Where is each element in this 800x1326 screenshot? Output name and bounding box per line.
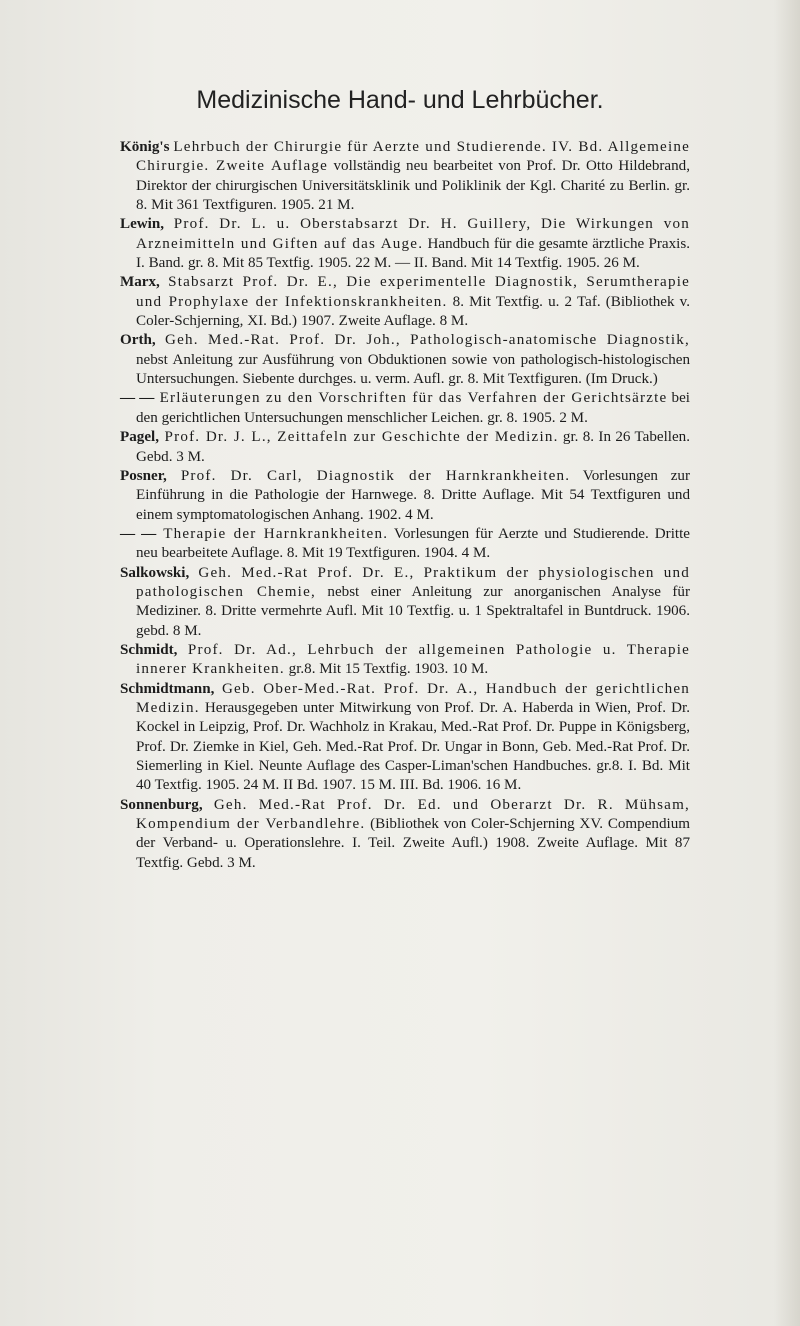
entry-work: Geh. Med.-Rat Prof. Dr. Ed. und Oberarzt Dr. R. Mühsam, Kompendium der Verbandlehre.	[136, 796, 690, 833]
entry-author: Orth,	[120, 332, 156, 349]
entry-price: 10 M.	[448, 661, 489, 678]
entry-details: gr. 8. In 26 Tabellen. Gebd.	[136, 429, 690, 465]
catalog-entry	[120, 641, 690, 680]
catalog-entry-list	[120, 138, 690, 873]
entry-work: Geh. Med.-Rat Prof. Dr. E., Praktikum der physiologischen und pathologischen Chemie,	[136, 564, 690, 600]
entry-author: Lewin,	[120, 216, 165, 233]
entry-price: 4 M.	[457, 545, 491, 562]
entry-author: Pagel,	[120, 429, 159, 446]
catalog-entry	[120, 389, 690, 428]
entry-author: Schmidtmann,	[120, 680, 215, 697]
entry-details: (Bibliothek von Coler-Schjerning XV. Compendium der Verband- u. Operationslehre. I. Teil. Zweite Aufl.) 1908. Zweite Auflage. Mit 87 Textfig. Gebd.	[136, 816, 690, 871]
entry-price: 21 M.	[314, 197, 355, 214]
entry-work: Prof. Dr. L. u. Oberstabsarzt Dr. H. Guillery, Die Wirkungen von Arzneimitteln und Giften auf das Auge.	[136, 216, 690, 252]
entry-price: 3 M.	[223, 854, 256, 871]
entry-work: Lehrbuch der Chirurgie für Aerzte und Studierende. IV. Bd. Allgemeine Chirurgie. Zweite Auflage	[136, 139, 690, 175]
catalog-entry	[120, 138, 690, 215]
catalog-entry	[120, 467, 690, 525]
entry-author: König's	[120, 139, 170, 155]
entry-author: Sonnenburg,	[120, 796, 203, 813]
entry-details: Vorlesungen zur Einführung in die Pathologie der Harnwege. 8. Dritte Auflage. Mit 54 Textfiguren und einem symptomatologischen Anhang. 1902.	[136, 467, 691, 523]
catalog-entry	[120, 331, 690, 389]
entry-details: nebst Anleitung zur Ausführung von Obduktionen sowie von pathologisch-histologischen Untersuchungen. Siebente durchges. u. verm. Aufl. gr. 8. Mit Textfiguren. (Im Druck.)	[136, 351, 690, 388]
entry-author: Posner,	[120, 467, 167, 484]
catalog-entry	[120, 215, 690, 273]
entry-price: 4 M.	[401, 506, 434, 523]
entry-price: 8 M.	[169, 622, 202, 639]
entry-work: Therapie der Harnkrankheiten.	[156, 525, 389, 542]
entry-price: 3 M.	[172, 448, 205, 465]
entry-author: Marx,	[120, 274, 160, 291]
entry-details: Handbuch für die gesamte ärztliche Praxis. I. Band. gr. 8. Mit 85 Textfig. 1905. 22 M. — II. Band. Mit 14 Textfig. 1905.	[136, 235, 690, 272]
catalog-entry	[120, 680, 690, 796]
catalog-entry	[120, 564, 690, 641]
entry-details: Herausgegeben unter Mitwirkung von Prof. Dr. A. Haberda in Wien, Prof. Dr. Kockel in Leipzig, Prof. Dr. Wachholz in Krakau, Med.-Rat Prof. Dr. Puppe in Königsberg, Prof. Dr. Ziemke in Kiel, Geh. Med.-Rat Prof. Dr. Ungar in Bonn, Geb. Med.-Rat Prof. Dr. Siemerling in Kiel. Neunte Auflage des Casper-Liman'schen Handbuches. gr.8. I. Bd. Mit 40 Textfig. 1905. 24 M. II Bd. 1907. 15 M. III. Bd. 1906.	[136, 699, 690, 794]
page-edge-shadow	[774, 0, 800, 1326]
entry-work: Geh. Med.-Rat. Prof. Dr. Joh., Pathologisch-anatomische Diagnostik,	[155, 332, 690, 349]
entry-details: vollständig neu bearbeitet von Prof. Dr. Otto Hildebrand, Direktor der chirurgischen Universitätsklinik und Poliklinik der Kgl. Charité zu Berlin. gr. 8. Mit 361 Textfiguren. 1905.	[136, 158, 690, 214]
entry-price: 2 M.	[555, 409, 588, 426]
entry-details: 8. Mit Textfig. u. 2 Taf. (Bibliothek v. Coler-Schjerning, XI. Bd.) 1907. Zweite Auflage.	[136, 293, 691, 330]
entry-details: nebst einer Anleitung zur anorganischen Analyse für Mediziner. 8. Dritte vermehrte Aufl. Mit 10 Textfig. u. 1 Spektraltafel in Buntdruck. 1906. gebd.	[136, 583, 691, 639]
entry-work: Prof. Dr. J. L., Zeittafeln zur Geschichte der Medizin.	[158, 429, 559, 446]
page-title: Medizinische Hand- und Lehrbücher.	[196, 86, 604, 114]
entry-details: bei den gerichtlichen Untersuchungen menschlicher Leichen. gr. 8. 1905.	[136, 390, 690, 426]
entry-work: Prof. Dr. Ad., Lehrbuch der allgemeinen Pathologie u. Therapie innerer Krankheiten.	[136, 641, 690, 678]
entry-details: gr.8. Mit 15 Textfig. 1903.	[284, 661, 449, 678]
entry-work: Prof. Dr. Carl, Diagnostik der Harnkrankheiten.	[166, 467, 571, 484]
catalog-entry	[120, 273, 690, 331]
entry-details: Vorlesungen für Aerzte und Studierende. Dritte neu bearbeitete Auflage. 8. Mit 19 Textfiguren. 1904.	[136, 525, 690, 562]
entry-work: Stabsarzt Prof. Dr. E., Die experimentelle Diagnostik, Serumtherapie und Prophylaxe der Infektionskrankheiten.	[136, 274, 690, 310]
entry-price: 26 M.	[599, 255, 640, 272]
catalog-entry	[120, 796, 690, 873]
catalog-entry	[120, 525, 690, 564]
entry-author: — —	[120, 525, 157, 542]
entry-author: Salkowski,	[120, 564, 190, 581]
entry-price: 16 M.	[481, 777, 522, 794]
entry-price: 8 M.	[435, 313, 469, 330]
catalog-entry	[120, 428, 690, 467]
entry-work: Erläuterungen zu den Vorschriften für das Verfahren der Gerichtsärzte	[154, 390, 668, 407]
entry-author: Schmidt,	[120, 641, 178, 658]
entry-author: — —	[120, 390, 155, 407]
entry-work: Geb. Ober-Med.-Rat. Prof. Dr. A., Handbuch der gerichtlichen Medizin.	[136, 680, 690, 716]
